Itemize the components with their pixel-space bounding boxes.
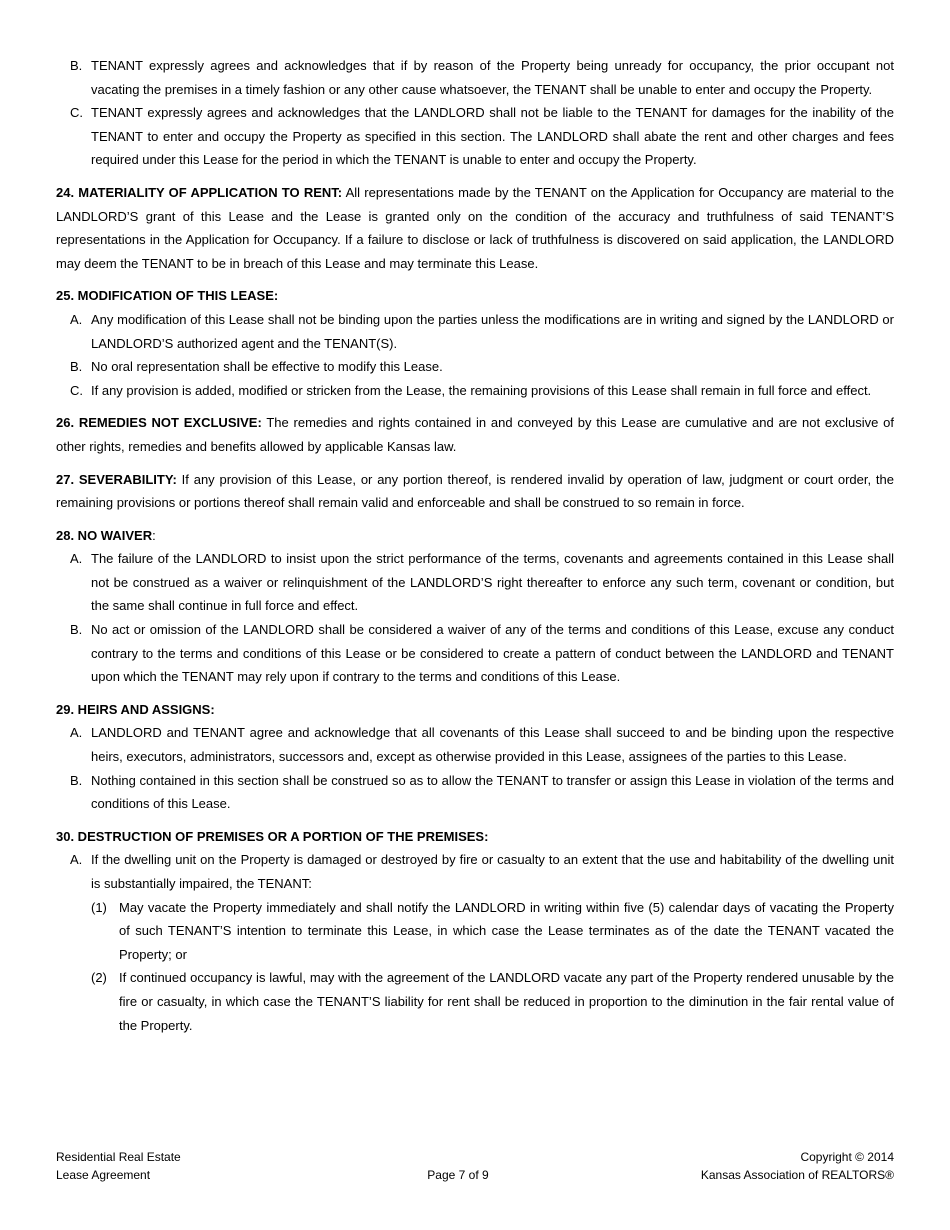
section-28-list: [56, 547, 894, 689]
item-label: A.: [70, 725, 83, 741]
list-item: [56, 308, 894, 355]
section-25-list: [56, 308, 894, 402]
footer-right-line1: Copyright © 2014: [800, 1150, 894, 1164]
item-label: A.: [70, 852, 83, 868]
section-text: The remedies and rights contained in and conveyed by this Lease are cumulative and are not exclusive of other rights, remedies and benefits allowed by applicable Kansas law.: [56, 415, 894, 454]
item-text: If the dwelling unit on the Property is damaged or destroyed by fire or casualty to an extent that the use and habitability of the dwelling unit is substantially impaired, the TENANT:: [91, 852, 894, 891]
item-label: B.: [70, 622, 83, 638]
page-number: Page 7 of 9: [427, 1167, 489, 1182]
item-text: Any modification of this Lease shall not be binding upon the parties unless the modifications are in writing and signed by the LANDLORD or LANDLORD’S authorized agent and the TENANT(S).: [91, 311, 894, 351]
section-24: [56, 181, 894, 275]
section-26: [56, 411, 894, 458]
item-label: A.: [70, 551, 83, 567]
heading-colon: :: [152, 527, 156, 543]
list-item: [56, 769, 894, 816]
section-27: [56, 468, 894, 515]
section-text: If any provision of this Lease, or any portion thereof, is rendered invalid by operation of law, judgment or court order, the remaining provisions or portions thereof shall remain valid and enforceable and shall be construed to so remain in force.: [56, 471, 894, 511]
item-label: C.: [70, 105, 83, 121]
list-item: [56, 848, 894, 895]
section-28-heading: [56, 524, 894, 548]
list-item: [56, 355, 894, 379]
section-23-list: [56, 54, 894, 172]
sub-item-label: (1): [91, 899, 107, 915]
footer-copyright: [701, 1149, 894, 1184]
sub-item-text: May vacate the Property immediately and shall notify the LANDLORD in writing within five (5) calendar days of vacating the Property of such TENANT’S intention to terminate this Lease, in which case the Lease terminates as of the date the TENANT vacated the Property; or: [119, 899, 894, 962]
item-text: No act or omission of the LANDLORD shall be considered a waiver of any of the terms and conditions of this Lease, excuse any conduct contrary to the terms and conditions of this Lease or be considered to create a pattern of conduct between the LANDLORD and TENANT upon which the TENANT may rely upon if contrary to the terms and conditions of this Lease.: [91, 622, 894, 685]
sub-list-item: [56, 966, 894, 1037]
section-text: All representations made by the TENANT on the Application for Occupancy are material to the LANDLORD’S grant of this Lease and the Lease is granted only on the condition of the accuracy and truthfulness of said TENANT’S representations in the Application for Occupancy. If a failure to disclose or lack of truthfulness is discovered on said application, the LANDLORD may deem the TENANT to be in breach of this Lease and may terminate this Lease.: [56, 184, 895, 271]
list-item: [56, 721, 894, 768]
item-label: A.: [70, 311, 83, 327]
section-30-heading: 30. DESTRUCTION OF PREMISES OR A PORTION OF THE PREMISES:: [56, 828, 489, 844]
footer-left-line1: Residential Real Estate: [56, 1150, 181, 1164]
item-text: TENANT expressly agrees and acknowledges that the LANDLORD shall not be liable to the TENANT for damages for the inability of the TENANT to enter and occupy the Property as specified in this section. The LANDLORD shall abate the rent and other charges and fees required under this Lease for the period in which the TENANT is unable to enter and occupy the Property.: [91, 105, 894, 168]
page-footer: [56, 1149, 894, 1189]
section-heading: 28. NO WAIVER: [56, 527, 153, 543]
list-item: [56, 54, 894, 101]
list-item: [56, 379, 894, 403]
item-text: Nothing contained in this section shall be construed so as to allow the TENANT to transfer or assign this Lease in violation of the terms and conditions of this Lease.: [91, 772, 894, 812]
section-25-heading: 25. MODIFICATION OF THIS LEASE:: [56, 288, 279, 304]
section-heading: 24. MATERIALITY OF APPLICATION TO RENT:: [56, 184, 343, 200]
item-label: C.: [70, 382, 83, 398]
section-29-list: [56, 721, 894, 815]
item-label: B.: [70, 359, 83, 375]
list-item: [56, 101, 894, 172]
sub-item-label: (2): [91, 970, 107, 986]
footer-right-line2: Kansas Association of REALTORS®: [700, 1167, 894, 1182]
section-heading: 27. SEVERABILITY:: [56, 471, 177, 487]
item-text: No oral representation shall be effective to modify this Lease.: [91, 359, 443, 375]
lease-document: [56, 54, 894, 1046]
list-item: [56, 547, 894, 618]
section-30-list: [56, 848, 894, 1037]
section-heading: 26. REMEDIES NOT EXCLUSIVE:: [56, 415, 262, 431]
sub-list-item: [56, 896, 894, 967]
item-text: TENANT expressly agrees and acknowledges that if by reason of the Property being unready for occupancy, the prior occupant not vacating the premises in a timely fashion or any other cause whatsoever, the TENANT shall be unable to enter and occupy the Property.: [91, 58, 894, 97]
section-29-heading: 29. HEIRS AND ASSIGNS:: [56, 701, 215, 717]
item-text: If any provision is added, modified or stricken from the Lease, the remaining provisions of this Lease shall remain in full force and effect.: [91, 382, 872, 398]
item-label: B.: [70, 772, 83, 788]
list-item: [56, 618, 894, 689]
item-text: LANDLORD and TENANT agree and acknowledge that all covenants of this Lease shall succeed to and be binding upon the respective heirs, executors, administrators, successors and, except as otherwise provided in this Lease, assignees of the parties to this Lease.: [91, 725, 894, 765]
footer-left-line2: Lease Agreement: [56, 1167, 151, 1182]
sub-item-text: If continued occupancy is lawful, may with the agreement of the LANDLORD vacate any part of the Property rendered unusable by the fire or casualty, in which case the TENANT’S liability for rent shall be reduced in proportion to the diminution in the fair rental value of the Property.: [119, 970, 894, 1033]
item-text: The failure of the LANDLORD to insist upon the strict performance of the terms, covenants and agreements contained in this Lease shall not be construed as a waiver or relinquishment of the LANDLORD’S right thereafter to enforce any such term, covenant or condition, but the same shall continue in full force and effect.: [91, 551, 894, 614]
item-label: B.: [70, 58, 83, 73]
